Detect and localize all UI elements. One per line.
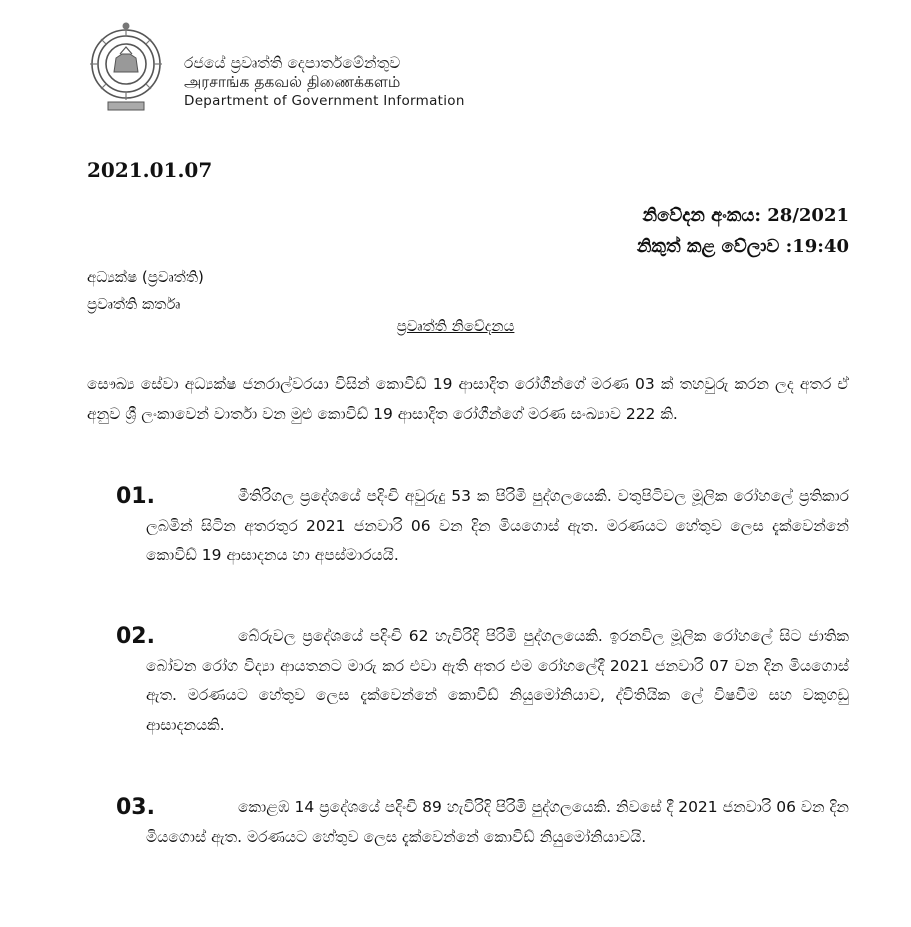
- org-name-tamil: அரசாங்க தகவல் திணைக்களம்: [184, 73, 401, 91]
- document-title: ප්‍රවෘත්ති නිවේදනය: [396, 317, 515, 335]
- sri-lanka-emblem-icon: [86, 20, 166, 116]
- case-number: 03.: [116, 795, 155, 820]
- release-date: 2021.01.07: [87, 158, 213, 182]
- case-text: මීතිරිගල ප්‍රදේශයේ පදිංචි අවුරුදු 53 ක පිරිමි පුද්ගලයෙකි. වතුපිටිවල මූලික රෝහලේ ප්‍රතිකාර ලබමින් සිටින අතරතුර 2021 ජනවාරි 06 වන දින මියගොස් ඇත. මරණයට හේතුව ලෙස දැක්වෙන්නේ කොවිඩ් 19 ආසාදනය හා අපස්මාරයයි.: [146, 487, 849, 564]
- case-item: [116, 622, 849, 740]
- release-number: නිවේදන අංකය: 28/2021: [642, 205, 849, 226]
- issue-time: නිකුත් කළ වේලාව :19:40: [636, 236, 849, 257]
- letterhead: [86, 20, 506, 120]
- case-text: කොළඹ 14 ප්‍රදේශයේ පදිංචි 89 හැවිරිදි පිරිමි පුද්ගලයෙකි. නිවසේ දී 2021 ජනවාරි 06 වන දින මියගොස් ඇත. මරණයට හේතුව ලෙස දැක්වෙන්නේ කොවිඩ් නියුමෝනියාවයි.: [146, 798, 849, 846]
- org-name-english: Department of Government Information: [184, 93, 465, 109]
- case-item: [116, 793, 849, 852]
- recipient-line: ප්‍රවෘත්ති කර්තෘ: [87, 295, 181, 313]
- recipients: [87, 264, 204, 318]
- intro-paragraph: සෞඛ්‍ය සේවා අධ්‍යක්ෂ ජනරාල්වරයා විසින් කොවිඩ් 19 ආසාදිත රෝගීන්ගේ මරණ 03 ක් තහවුරු කරන ලද අතර ඒ අනුව ශ්‍රී ලංකාවෙන් වාර්තා වන මුළු කොවිඩ් 19 ආසාදිත රෝගීන්ගේ මරණ සංඛ්‍යාව 222 කි.: [87, 375, 849, 423]
- case-item: [116, 482, 849, 571]
- case-text: බේරුවල ප්‍රදේශයේ පදිංචි 62 හැවිරිදි පිරිමි පුද්ගලයෙකි. ඉරනවිල මූලික රෝහලේ සිට ජාතික බෝවන රෝග විද්‍යා ආයතනට මාරු කර එවා ඇති අතර එම රෝහලේදී 2021 ජනවාරි 07 වන දින මියගොස් ඇත. මරණයට හේතුව ලෙස දැක්වෙන්නේ කොවිඩ් නියුමෝනියාව, ද්විතියික ලේ විෂවීම සහ වකුගඩු ආසාදනයකි.: [146, 627, 849, 734]
- case-number: 02.: [116, 624, 155, 649]
- case-number: 01.: [116, 484, 155, 509]
- recipient-line: අධ්‍යක්ෂ (ප්‍රවෘත්ති): [87, 268, 204, 286]
- reference-block: [637, 200, 849, 262]
- org-name-sinhala: රජයේ ප්‍රවෘත්ති දෙපාර්තමේන්තුව: [184, 54, 401, 72]
